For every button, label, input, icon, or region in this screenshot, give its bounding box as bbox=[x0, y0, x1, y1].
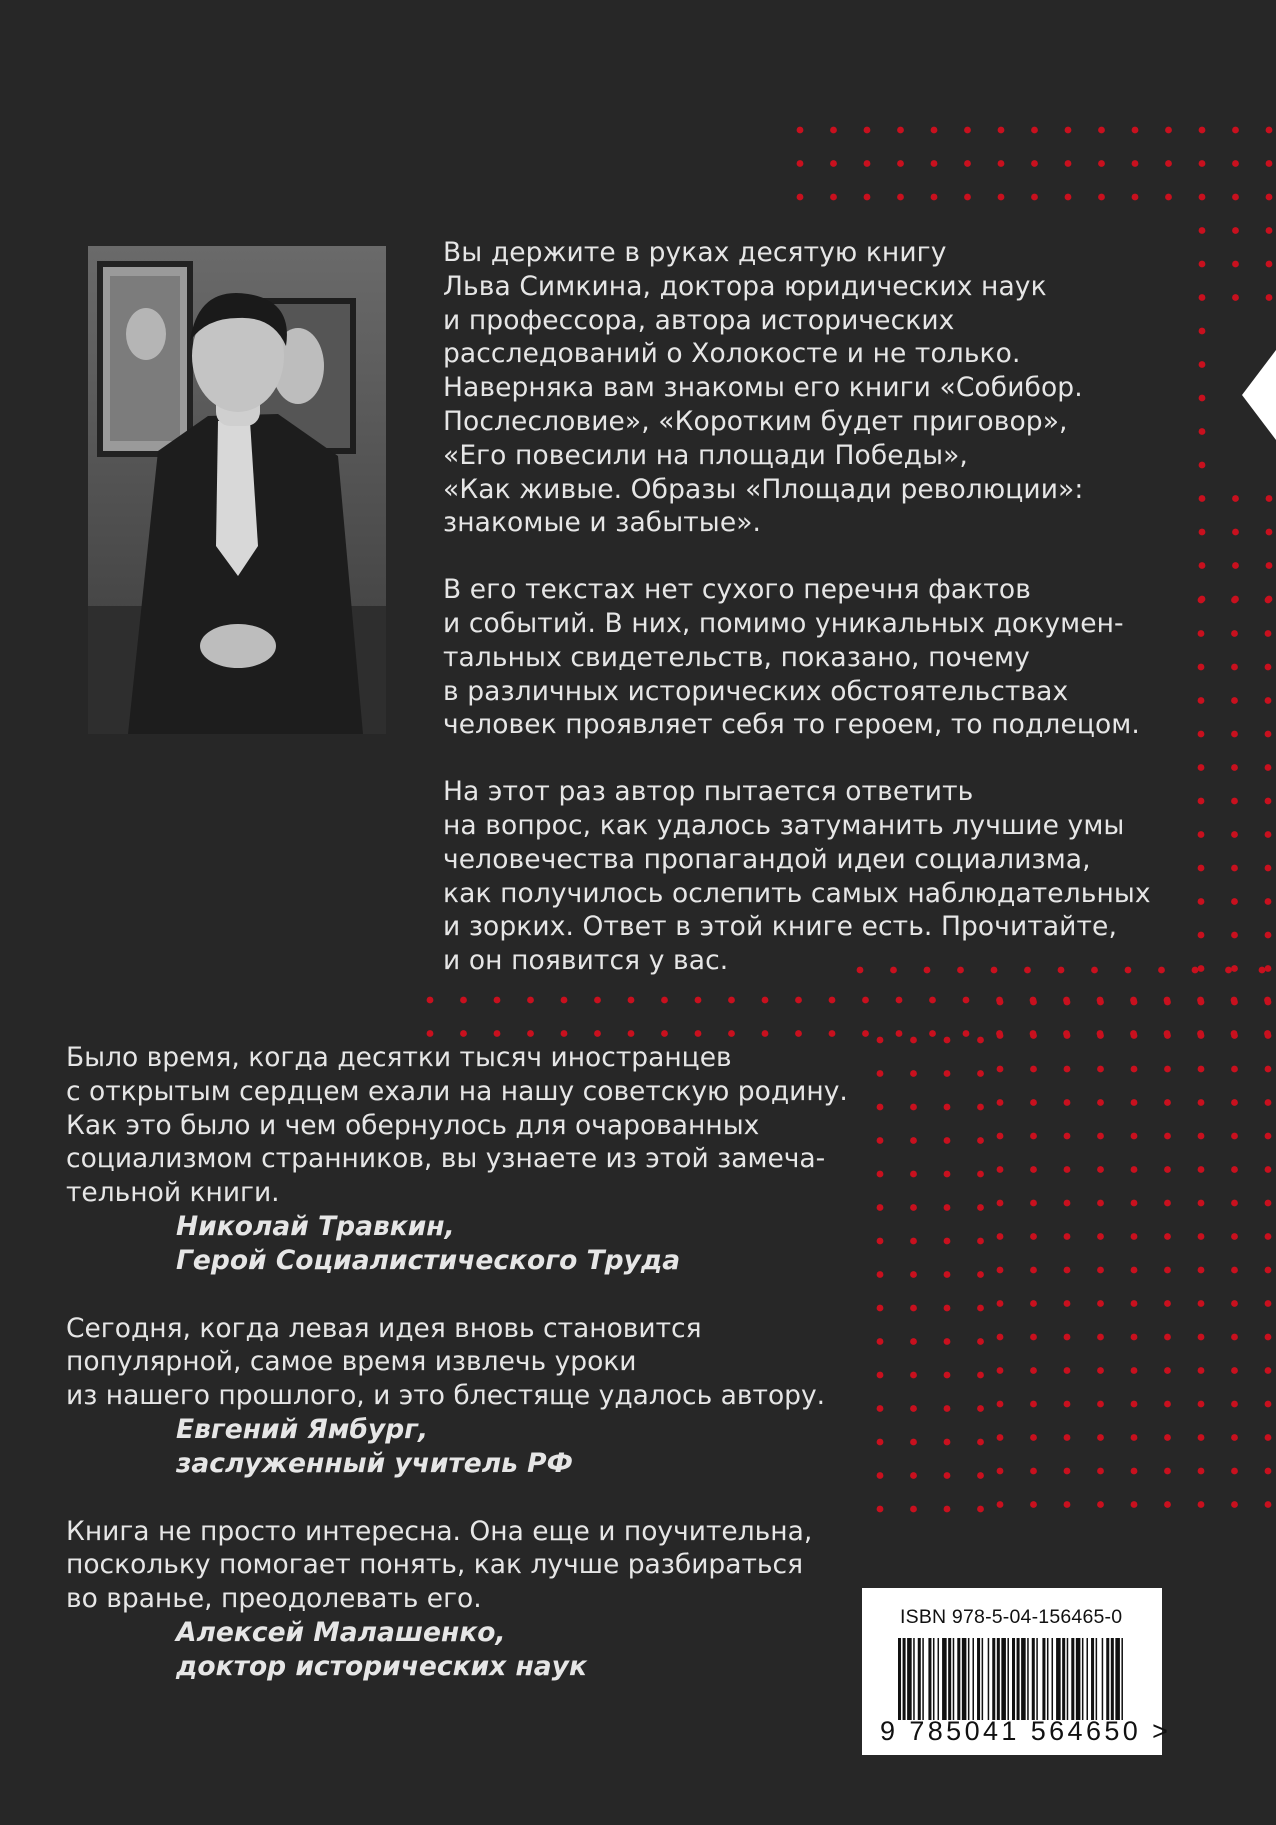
intro-paragraph: На этот раз автор пытается ответить на вопрос, как удалось затуманить лучшие умы человечества пропагандой идеи социализма, как получилось ослепить самых наблюдательных и зорких. Ответ в этой книге есть. Прочитайте, и он появится у вас. bbox=[443, 776, 1151, 977]
review-author-title: Герой Социалистического Труда bbox=[176, 1244, 681, 1276]
isbn-barcode bbox=[862, 1588, 1172, 1755]
intro-paragraph: Вы держите в руках десятую книгу Льва Симкина, доктора юридических наук и профессора, автора исторических расследований о Холокосте и не только. Наверняка вам знакомы его книги «Собибор. Послесловие», «Коротким будет приговор», «Его повесили на площади Победы», «Как живые. Образы «Площади революции»: знакомые и забытые». bbox=[443, 237, 1084, 539]
author-portrait bbox=[88, 246, 386, 734]
review-text: Сегодня, когда левая идея вновь становится популярной, самое время извлечь уроки из нашего прошлого, и это блестяще удалось автору. bbox=[66, 1312, 826, 1412]
review-author: Алексей Малашенко, bbox=[176, 1616, 506, 1648]
reviews-section bbox=[66, 1041, 886, 1718]
barcode-digits: 9 785041 564650 > bbox=[880, 1716, 1172, 1746]
intro-paragraph: В его текстах нет сухого перечня фактов и событий. В них, помимо уникальных докумен- тальных свидетельств, показано, почему в различных исторических обстоятельствах человек проявляет себя то героем, то подлецом. bbox=[443, 574, 1140, 741]
review-text: Было время, когда десятки тысяч иностранцев с открытым сердцем ехали на нашу советскую родину. Как это было и чем обернулось для очарованных социализмом странников, вы узнаете из этой замеча- тельной книги. bbox=[66, 1042, 848, 1209]
intro-text bbox=[443, 236, 1203, 1011]
review bbox=[66, 1041, 886, 1278]
review-author-title: заслуженный учитель РФ bbox=[176, 1447, 573, 1479]
review-text: Книга не просто интересна. Она еще и поучительна, поскольку помогает понять, как лучше разбираться во вранье, преодолевать его. bbox=[66, 1515, 813, 1615]
isbn-label: ISBN 978-5-04-156465-0 bbox=[900, 1606, 1123, 1628]
review-author: Евгений Ямбург, bbox=[176, 1413, 429, 1445]
barcode-bars bbox=[898, 1638, 1126, 1720]
review bbox=[66, 1312, 886, 1481]
review bbox=[66, 1515, 886, 1684]
review-author: Николай Травкин, bbox=[176, 1210, 455, 1242]
cover-edge-notch bbox=[1242, 350, 1276, 440]
review-author-title: доктор исторических наук bbox=[176, 1650, 587, 1682]
